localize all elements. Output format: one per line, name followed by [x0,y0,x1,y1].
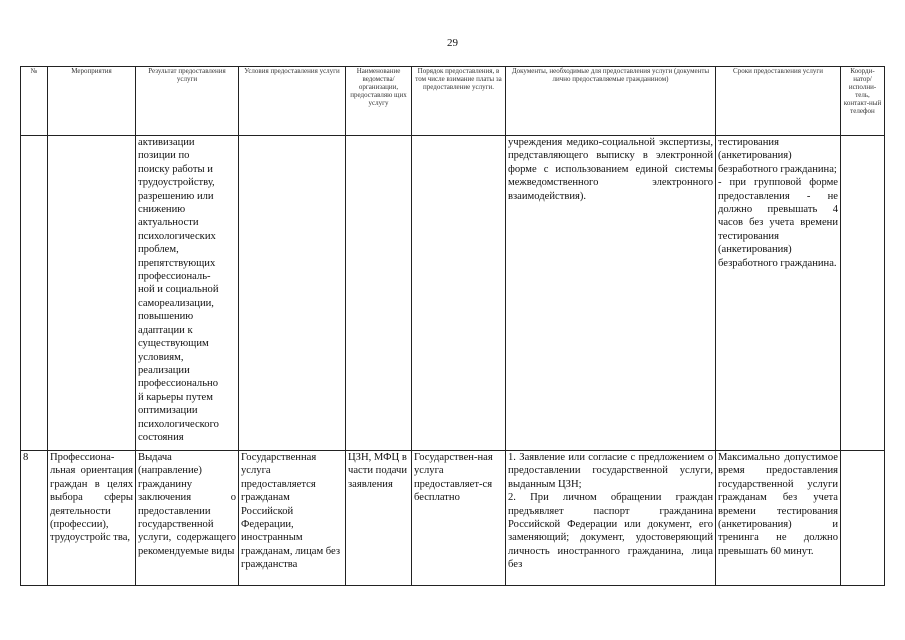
services-table [20,66,885,586]
cell-conditions-empty [239,136,346,451]
cell-number: 8 [21,451,48,586]
cell-procedure-empty [412,136,506,451]
cell-conditions: Государственная услуга предоставляется гражданам Российской Федерации, иностранным гражданам, лицам без гражданства [239,451,346,586]
page-number: 29 [447,37,458,49]
header-event: Мероприятия [48,67,136,136]
cell-organization-empty [346,136,412,451]
header-procedure: Порядок предоставления, в том числе взимание платы за предоставление услуги. [412,67,506,136]
header-organization: Наименование ведомства/ организации, предоставляю щих услугу [346,67,412,136]
cell-terms: Максимально допустимое время предоставления государственной услуги гражданам без учета времени тестирования (анкетирования) и тренинга не должно превышать 60 минут. [716,451,841,586]
table-row-continuation [21,136,885,451]
cell-coordinator-empty [841,136,885,451]
cell-number-empty [21,136,48,451]
cell-result: Выдача (направление) гражданину заключения о предоставлении государственной услуги, содержащего рекомендуемые виды [136,451,239,586]
table-header-row [21,67,885,136]
cell-documents: учреждения медико-социальной экспертизы, представляющего выписку в электронной форме с использованием единой системы межведомственного электронного взаимодействия). [506,136,716,451]
cell-result: активизации позиции по поиску работы и трудоустройству, разрешению или снижению актуальности психологических проблем, препятствующих профессиональ- ной и социальной самореализации, повышению адаптации к существующим условиям, реализации профессионально й карьеры путем оптимизации психологического состояния [136,136,239,451]
cell-organization: ЦЗН, МФЦ в части подачи заявления [346,451,412,586]
documents-item-2: 2. При личном обращении граждан предъявляет паспорт гражданина Российской Федерации или документ, его заменяющий; документ, удостоверяющий личность иностранного гражданина, лица без [508,492,713,571]
cell-event-empty [48,136,136,451]
header-terms: Сроки предоставления услуги [716,67,841,136]
header-documents: Документы, необходимые для предоставления услуги (документы лично предоставляемые гражданином) [506,67,716,136]
cell-terms: тестирования (анкетирования) безработного гражданина; - при групповой форме предоставления - не должно превышать 4 часов без учета времени тестирования (анкетирования) безработного гражданина. [716,136,841,451]
cell-coordinator-empty [841,451,885,586]
header-conditions: Условия предоставления услуги [239,67,346,136]
documents-item-1: 1. Заявление или согласие с предложением о предоставлении государственной услуги, выданным ЦЗН; [508,452,713,490]
cell-procedure: Государствен-ная услуга предоставляет-ся бесплатно [412,451,506,586]
header-coordinator: Коорди-натор/ исполни-тель, контакт-ный телефон [841,67,885,136]
cell-documents [506,451,716,586]
cell-event: Профессиона-льная ориентация граждан в целях выбора сферы деятельности (профессии), трудоустройс тва, [48,451,136,586]
header-number: № [21,67,48,136]
header-result: Результат предоставления услуги [136,67,239,136]
table-row-8 [21,451,885,586]
